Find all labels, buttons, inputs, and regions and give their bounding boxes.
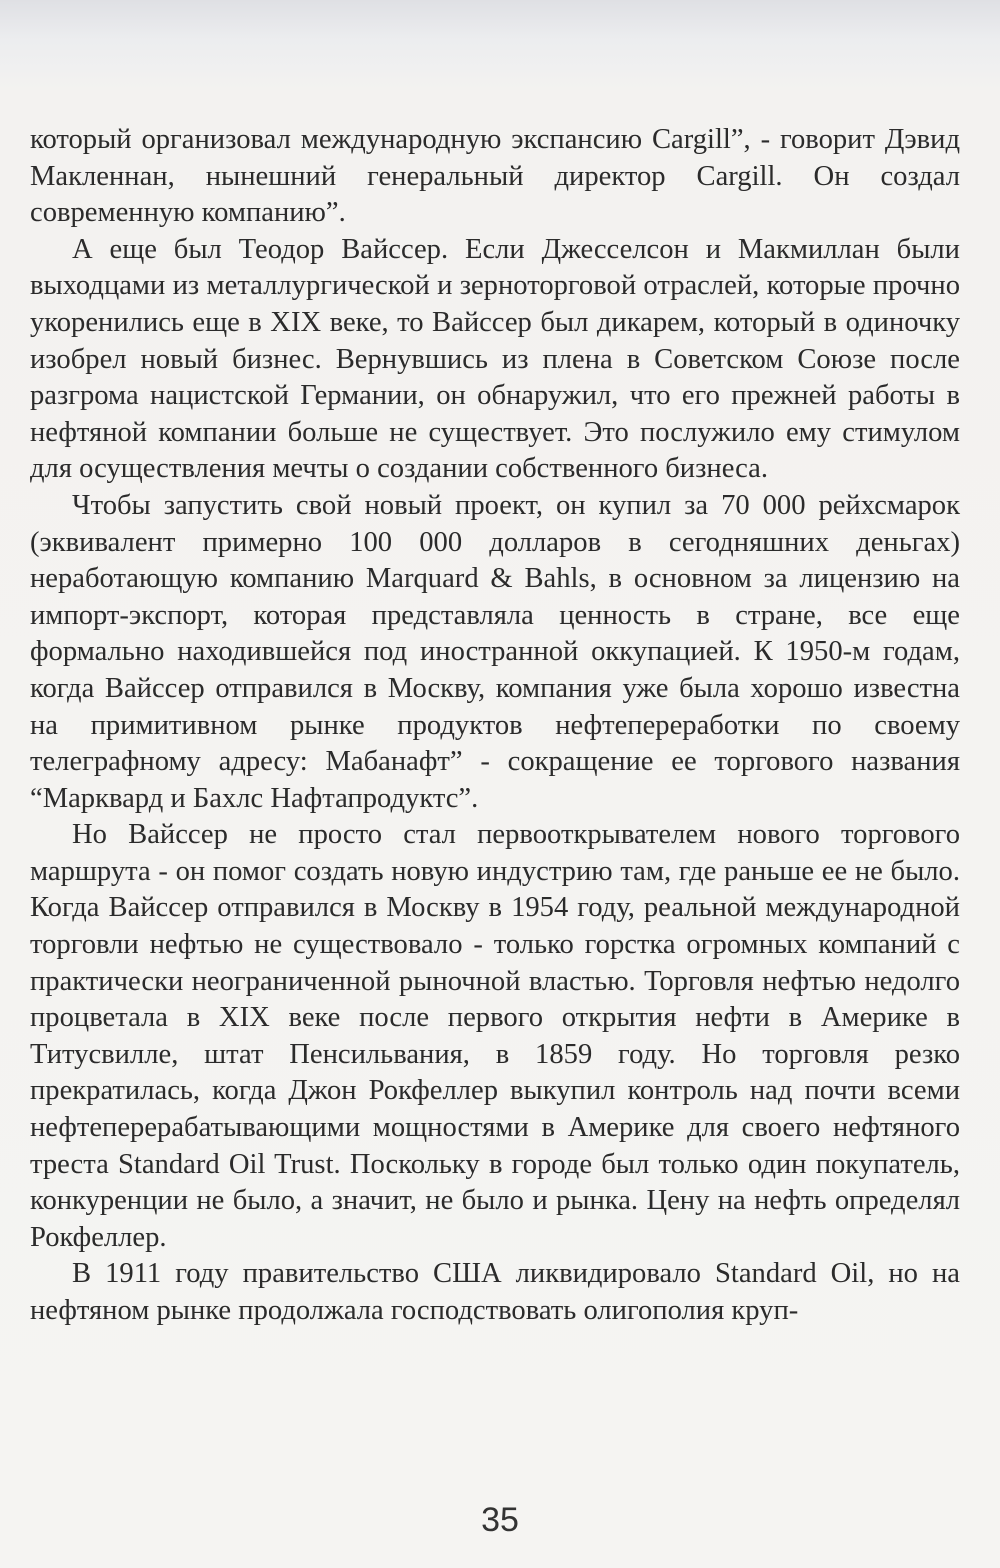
paragraph-mabanaft: Чтобы запустить свой новый проект, он купил за 70 000 рейхсмарок (эквивалент примерно 100 000 долларов в сегодняшних деньгах) неработающую компанию Marquard & Bahls, в основном за лицензию на импорт-экспорт, которая представляла ценность в стране, все еще формально находившейся под иностранной оккупацией. К 1950-м годам, когда Вайссер отправился в Москву, компания уже была хорошо известна на примитивном рынке продуктов нефтепереработки по своему телеграфному адресу: Мабанафт” - сокращение ее торгового названия “Марквард и Бахлс Нафтапродуктс”. <box>30 489 960 814</box>
paragraph-standard-oil: В 1911 году правительство США ликвидировало Standard Oil, но на нефтяном рынке продолжала господствовать олигополия круп- <box>30 1258 960 1326</box>
page-number: 35 <box>481 1501 519 1539</box>
body-text <box>30 122 960 1330</box>
paragraph-continuation: который организовал международную экспансию Cargill”, - говорит Дэвид Макленнан, нынешний генеральный директор Cargill. Он создал современную компанию”. <box>30 124 960 229</box>
paragraph-weisser-intro: А еще был Теодор Вайссер. Если Джесселсон и Макмиллан были выходцами из металлургической и зерноторговой отраслей, которые прочно укоренились еще в XIX веке, то Вайссер был дикарем, который в одиночку изобрел новый бизнес. Вернувшись из плена в Советском Союзе после разгрома нацистской Германии, он обнаружил, что его прежней работы в нефтяной компании больше не существует. Это послужило ему стимулом для осуществления мечты о создании собственного бизнеса. <box>30 233 960 485</box>
paragraph-oil-trade-history: Но Вайссер не просто стал первооткрывателем нового торгового маршрута - он помог создать новую индустрию там, где раньше ее не было. Когда Вайссер отправился в Москву в 1954 году, реальной международной торговли нефтью не существовало - только горстка огромных компаний с практически неограниченной рыночной властью. Торговля нефтью недолго процветала в XIX веке после первого открытия нефти в Америке в Титусвилле, штат Пенсильвания, в 1859 году. Но торговля резко прекратилась, когда Джон Рокфеллер выкупил контроль над почти всеми нефтеперерабатывающими мощностями в Америке для своего нефтяного треста Standard Oil Trust. Поскольку в городе был только один покупатель, конкуренции не было, а значит, не было и рынка. Цену на нефть определял Рокфеллер. <box>30 819 960 1253</box>
